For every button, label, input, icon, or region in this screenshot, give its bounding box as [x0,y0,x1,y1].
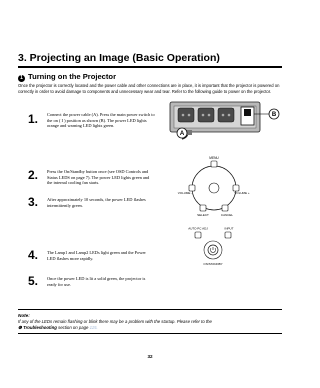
section-heading [18,72,282,82]
menu-label: MENU [209,155,219,160]
input-label: INPUT [224,226,234,231]
step-number: 2. [28,168,39,182]
power-switch-icon [241,107,254,125]
title-rule [18,66,282,68]
step-number: 5. [28,274,39,288]
input-button[interactable] [225,227,234,239]
note-top-rule [18,309,282,310]
step-number: 4. [28,248,39,262]
auto-pc-button[interactable] [188,227,208,239]
power-connector-figure [166,100,284,140]
select-label: SELECT [197,213,209,217]
outlet-icon [178,108,194,122]
section-heading-text: Turning on the Projector [28,72,117,81]
note-line-1: If any of the LEDs remain flashing or blink there may be a problem with the startup. Please refer to the [18,319,212,324]
note-body [18,319,282,330]
volume-plus-label: VOLUME + [234,191,250,195]
step-number: 1. [28,112,39,126]
on-standby-figure [186,226,242,272]
note-label: Note: [18,313,30,318]
step-text: Connect the power cable (A). Press the main power switch to the on ( I ) position as shown (B). The power LED lights orange and warning LED lights green. [47,112,155,129]
step-text: Once the power LED is lit a solid green, the projector is ready for use. [47,276,146,287]
menu-button[interactable] [209,156,219,167]
keypad-figure [177,155,250,222]
step-text: Press the On/Standby button once (see OSD Controls and Status LEDS on page 7). The power LED lights green and the internal cooling fan starts. [47,169,150,186]
outlet-icon [198,108,214,122]
volume-plus-button[interactable] [233,185,250,195]
section-bullet: 1 [18,75,25,82]
center-button[interactable] [209,183,219,193]
outlet-icon [218,108,234,122]
auto-pc-label: AUTO PC ADJ [188,226,208,231]
on-standby-button[interactable] [208,245,218,255]
step-text: The Lamp1 and Lamp2 LEDs light green and the Power LED flashes more rapidly. [47,250,146,261]
cancel-label: CANCEL [220,213,234,217]
label-b: B [271,112,277,118]
on-standby-label: ON/STANDBY [203,262,223,266]
volume-minus-label: VOLUME - [177,191,193,195]
troubleshooting-label: Troubleshooting [23,324,57,330]
intro-paragraph: Once the projector is correctly located and the power cable and other connections are in place, it is important that the projector is powered on correctly in order to avoid damage to components and unnecessary wear and tear. Refer to the following guide to power on the projector. [18,83,280,94]
page-title: 3. Projecting an Image (Basic Operation) [18,52,220,64]
step-text: After approximately 10 seconds, the power LED flashes intermittently green. [47,197,146,208]
page-number: 32 [147,354,153,359]
select-button[interactable] [197,205,209,217]
troubleshooting-page-link[interactable]: 115. [89,324,98,330]
label-a: A [179,131,185,137]
note-line-2: section on page [58,324,89,330]
cancel-button[interactable] [221,205,234,217]
note-bottom-rule [18,333,282,334]
step-number: 3. [28,195,39,209]
note-bullet-icon: ❻ [18,324,22,330]
